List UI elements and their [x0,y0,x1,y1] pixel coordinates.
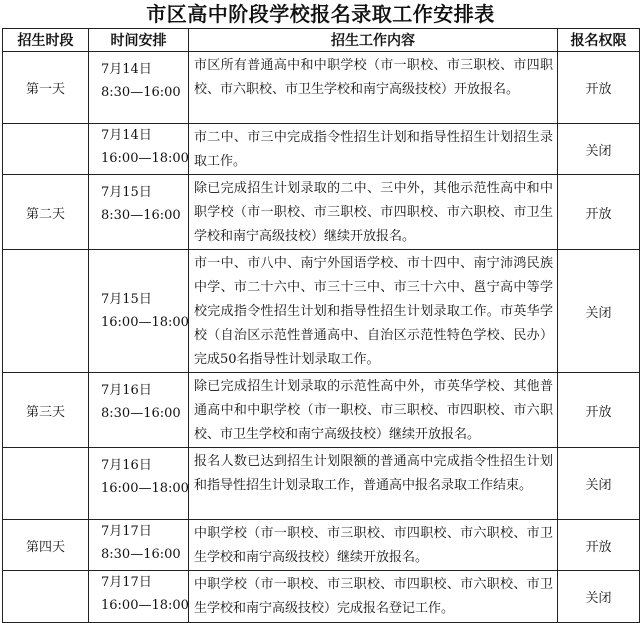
time-cell [89,124,189,175]
table-row [3,250,640,373]
time-cell [89,52,189,124]
date-text: 7月14日 [101,62,152,77]
content-cell: 市二中、市三中完成指令性招生计划和指导性招生计划招生录取工作。 [189,124,558,175]
content-cell: 市一中、市八中、南宁外国语学校、市十四中、南宁沛鸿民族中学、市二十六中、市三十三中、市三十六中、邕宁高中等学校完成指令性招生计划和指导性招生计划录取工作。市英华学校（自治区示范性普通高中、自治区示范性特色学校、民办）完成50名指导性计划录取工作。 [189,250,558,373]
header-period: 招生时段 [3,29,89,52]
table-row [3,52,640,124]
date-text: 7月15日 [101,292,152,307]
date-text: 7月16日 [101,383,152,398]
period-cell: 第四天 [3,520,89,571]
permission-cell: 关闭 [558,448,640,520]
permission-cell: 开放 [558,373,640,448]
header-permission: 报名权限 [558,29,640,52]
permission-cell: 关闭 [558,250,640,373]
time-cell [89,571,189,623]
content-cell: 市区所有普通高中和中职学校（市一职校、市三职校、市四职校、市六职校、市卫生学校和南宁高级技校）开放报名。 [189,52,558,124]
time-text: 8:30—16:00 [101,85,181,100]
time-text: 16:00—18:00 [101,481,189,496]
time-cell [89,175,189,250]
period-cell [3,571,89,623]
header-row [3,29,640,52]
table-row [3,448,640,520]
period-cell: 第一天 [3,52,89,124]
table-row [3,373,640,448]
table-row [3,571,640,623]
period-cell [3,124,89,175]
period-cell [3,448,89,520]
period-cell: 第三天 [3,373,89,448]
date-text: 7月17日 [101,524,152,539]
content-cell: 中职学校（市一职校、市三职校、市四职校、市六职校、市卫生学校和南宁高级技校）继续开放报名。 [189,520,558,571]
time-text: 16:00—18:00 [101,598,189,613]
page-title: 市区高中阶段学校报名录取工作安排表 [146,2,495,26]
date-text: 7月15日 [101,185,152,200]
permission-cell: 关闭 [558,571,640,623]
period-cell [3,250,89,373]
time-cell [89,250,189,373]
time-cell [89,373,189,448]
period-cell: 第二天 [3,175,89,250]
table-row [3,124,640,175]
date-text: 7月14日 [101,128,152,143]
content-cell: 中职学校（市一职校、市三职校、市四职校、市六职校、市卫生学校和南宁高级技校）完成报名登记工作。 [189,571,558,623]
schedule-table [2,28,640,623]
table-row [3,520,640,571]
permission-cell: 开放 [558,52,640,124]
content-cell: 除已完成招生计划录取的示范性高中外，市英华学校、其他普通高中和中职学校（市一职校、市三职校、市四职校、市六职校、市卫生学校和南宁高级技校）继续开放报名。 [189,373,558,448]
permission-cell: 关闭 [558,124,640,175]
permission-cell: 开放 [558,175,640,250]
time-cell [89,448,189,520]
header-content: 招生工作内容 [189,29,558,52]
time-text: 8:30—16:00 [101,208,181,223]
time-text: 8:30—16:00 [101,547,181,562]
header-time: 时间安排 [89,29,189,52]
date-text: 7月17日 [101,575,152,590]
date-text: 7月16日 [101,458,152,473]
content-cell: 除已完成招生计划录取的二中、三中外，其他示范性高中和中职学校（市一职校、市三职校、市四职校、市六职校、市卫生学校和南宁高级技校）继续开放报名。 [189,175,558,250]
time-cell [89,520,189,571]
permission-cell: 开放 [558,520,640,571]
content-cell: 报名人数已达到招生计划限额的普通高中完成指令性招生计划和指导性招生计划录取工作，普通高中报名录取工作结束。 [189,448,558,520]
time-text: 16:00—18:00 [101,315,189,330]
time-text: 8:30—16:00 [101,406,181,421]
table-row [3,175,640,250]
time-text: 16:00—18:00 [101,151,189,166]
